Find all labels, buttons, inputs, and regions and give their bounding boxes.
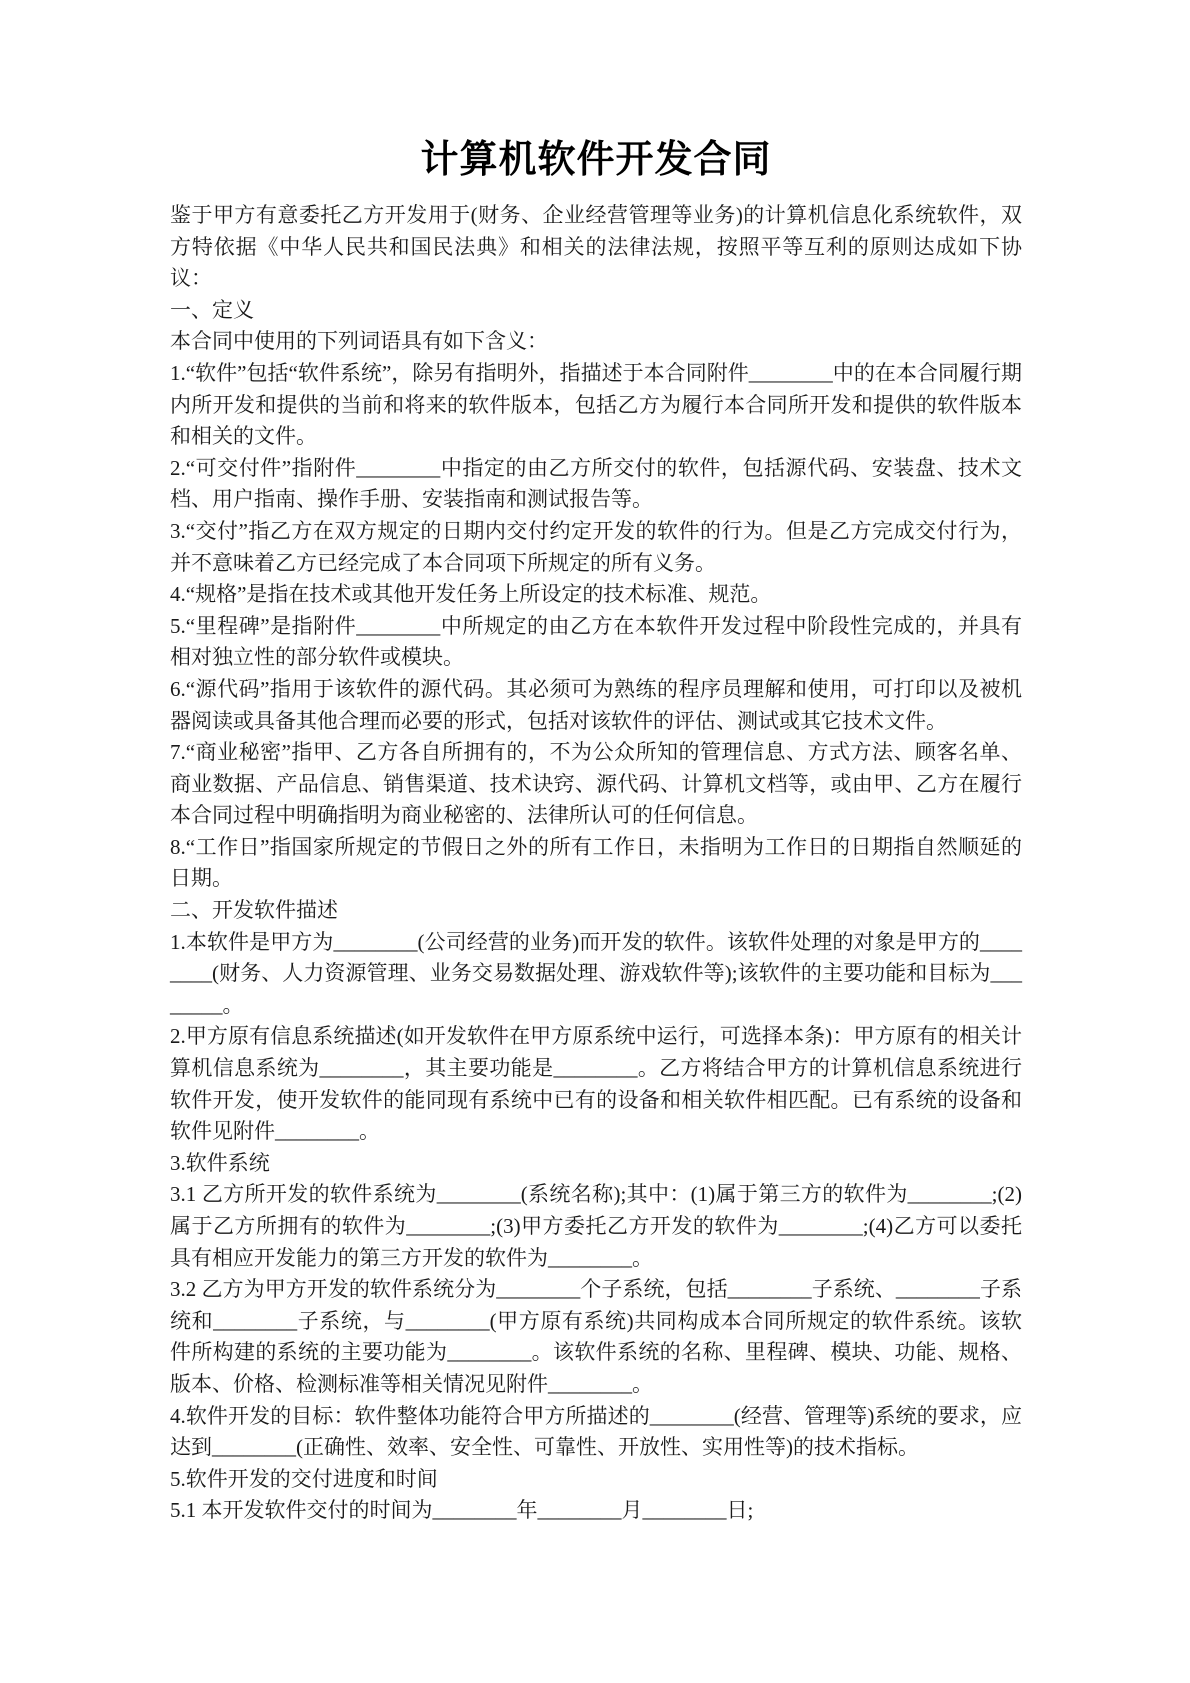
document-body: [170, 200, 1022, 1527]
clause-existing-system: 2.甲方原有信息系统描述(如开发软件在甲方原系统中运行，可选择本条)：甲方原有的相关计算机信息系统为________，其主要功能是________。乙方将结合甲方的计算机信息系统进行软件开发，使开发软件的能同现有系统中已有的设备和相关软件相匹配。已有系统的设备和软件见附件________。: [170, 1024, 1022, 1144]
definition-trade-secret: 7.“商业秘密”指甲、乙方各自所拥有的，不为公众所知的管理信息、方式方法、顾客名单、商业数据、产品信息、销售渠道、技术诀窍、源代码、计算机文档等，或由甲、乙方在履行本合同过程中明确指明为商业秘密的、法律所认可的任何信息。: [170, 740, 1022, 828]
clause-3-1-system-ownership: 3.1 乙方所开发的软件系统为________(系统名称);其中：(1)属于第三方的软件为________;(2)属于乙方所拥有的软件为________;(3)甲方委托乙方开发的软件为________;(4)乙方可以委托具有相应开发能力的第三方开发的软件为________。: [170, 1182, 1022, 1270]
definition-working-day: 8.“工作日”指国家所规定的节假日之外的所有工作日，未指明为工作日的日期指自然顺延的日期。: [170, 834, 1022, 891]
clause-3-2-subsystems: 3.2 乙方为甲方开发的软件系统分为________个子系统，包括________子系统、________子系统和________子系统，与________(甲方原有系统)共同构成本合同所规定的软件系统。该软件所构建的系统的主要功能为________。该软件系统的名称、里程碑、模块、功能、规格、版本、价格、检测标准等相关情况见附件________。: [170, 1277, 1022, 1396]
clause-5-delivery-heading: 5.软件开发的交付进度和时间: [170, 1466, 438, 1491]
section-1-heading-definitions: 一、定义: [170, 297, 254, 322]
clause-software-system-heading: 3.软件系统: [170, 1150, 270, 1175]
definition-source-code: 6.“源代码”指用于该软件的源代码。其必须可为熟练的程序员理解和使用，可打印以及被机器阅读或具备其他合理而必要的形式，包括对该软件的评估、测试或其它技术文件。: [170, 676, 1022, 733]
definition-software: 1.“软件”包括“软件系统”，除另有指明外，指描述于本合同附件________中的在本合同履行期内所开发和提供的当前和将来的软件版本，包括乙方为履行本合同所开发和提供的软件版本和相关的文件。: [170, 360, 1022, 449]
definition-deliverables: 2.“可交付件”指附件________中指定的由乙方所交付的软件，包括源代码、安装盘、技术文档、用户指南、操作手册、安装指南和测试报告等。: [170, 455, 1022, 512]
clause-software-purpose: 1.本软件是甲方为________(公司经营的业务)而开发的软件。该软件处理的对象是甲方的________(财务、人力资源管理、业务交易数据处理、游戏软件等);该软件的主要功能和目标为________。: [170, 929, 1022, 1017]
definition-milestone: 5.“里程碑”是指附件________中所规定的由乙方在本软件开发过程中阶段性完成的，并具有相对独立性的部分软件或模块。: [170, 613, 1022, 670]
clause-4-development-goal: 4.软件开发的目标：软件整体功能符合甲方所描述的________(经营、管理等)系统的要求，应达到________(正确性、效率、安全性、可靠性、开放性、实用性等)的技术指标。: [170, 1403, 1022, 1460]
clause-5-1-delivery-time: 5.1 本开发软件交付的时间为________年________月________日;: [170, 1498, 754, 1523]
definition-delivery: 3.“交付”指乙方在双方规定的日期内交付约定开发的软件的行为。但是乙方完成交付行为，并不意味着乙方已经完成了本合同项下所规定的所有义务。: [170, 518, 1022, 575]
paragraph-preamble: 鉴于甲方有意委托乙方开发用于(财务、企业经营管理等业务)的计算机信息化系统软件，双方特依据《中华人民共和国民法典》和相关的法律法规，按照平等互利的原则达成如下协议：: [170, 203, 1022, 291]
section-2-heading-description: 二、开发软件描述: [170, 898, 338, 923]
definition-specification: 4.“规格”是指在技术或其他开发任务上所设定的技术标准、规范。: [170, 582, 772, 607]
definitions-intro: 本合同中使用的下列词语具有如下含义：: [170, 329, 548, 354]
document-title: 计算机软件开发合同: [420, 139, 772, 181]
